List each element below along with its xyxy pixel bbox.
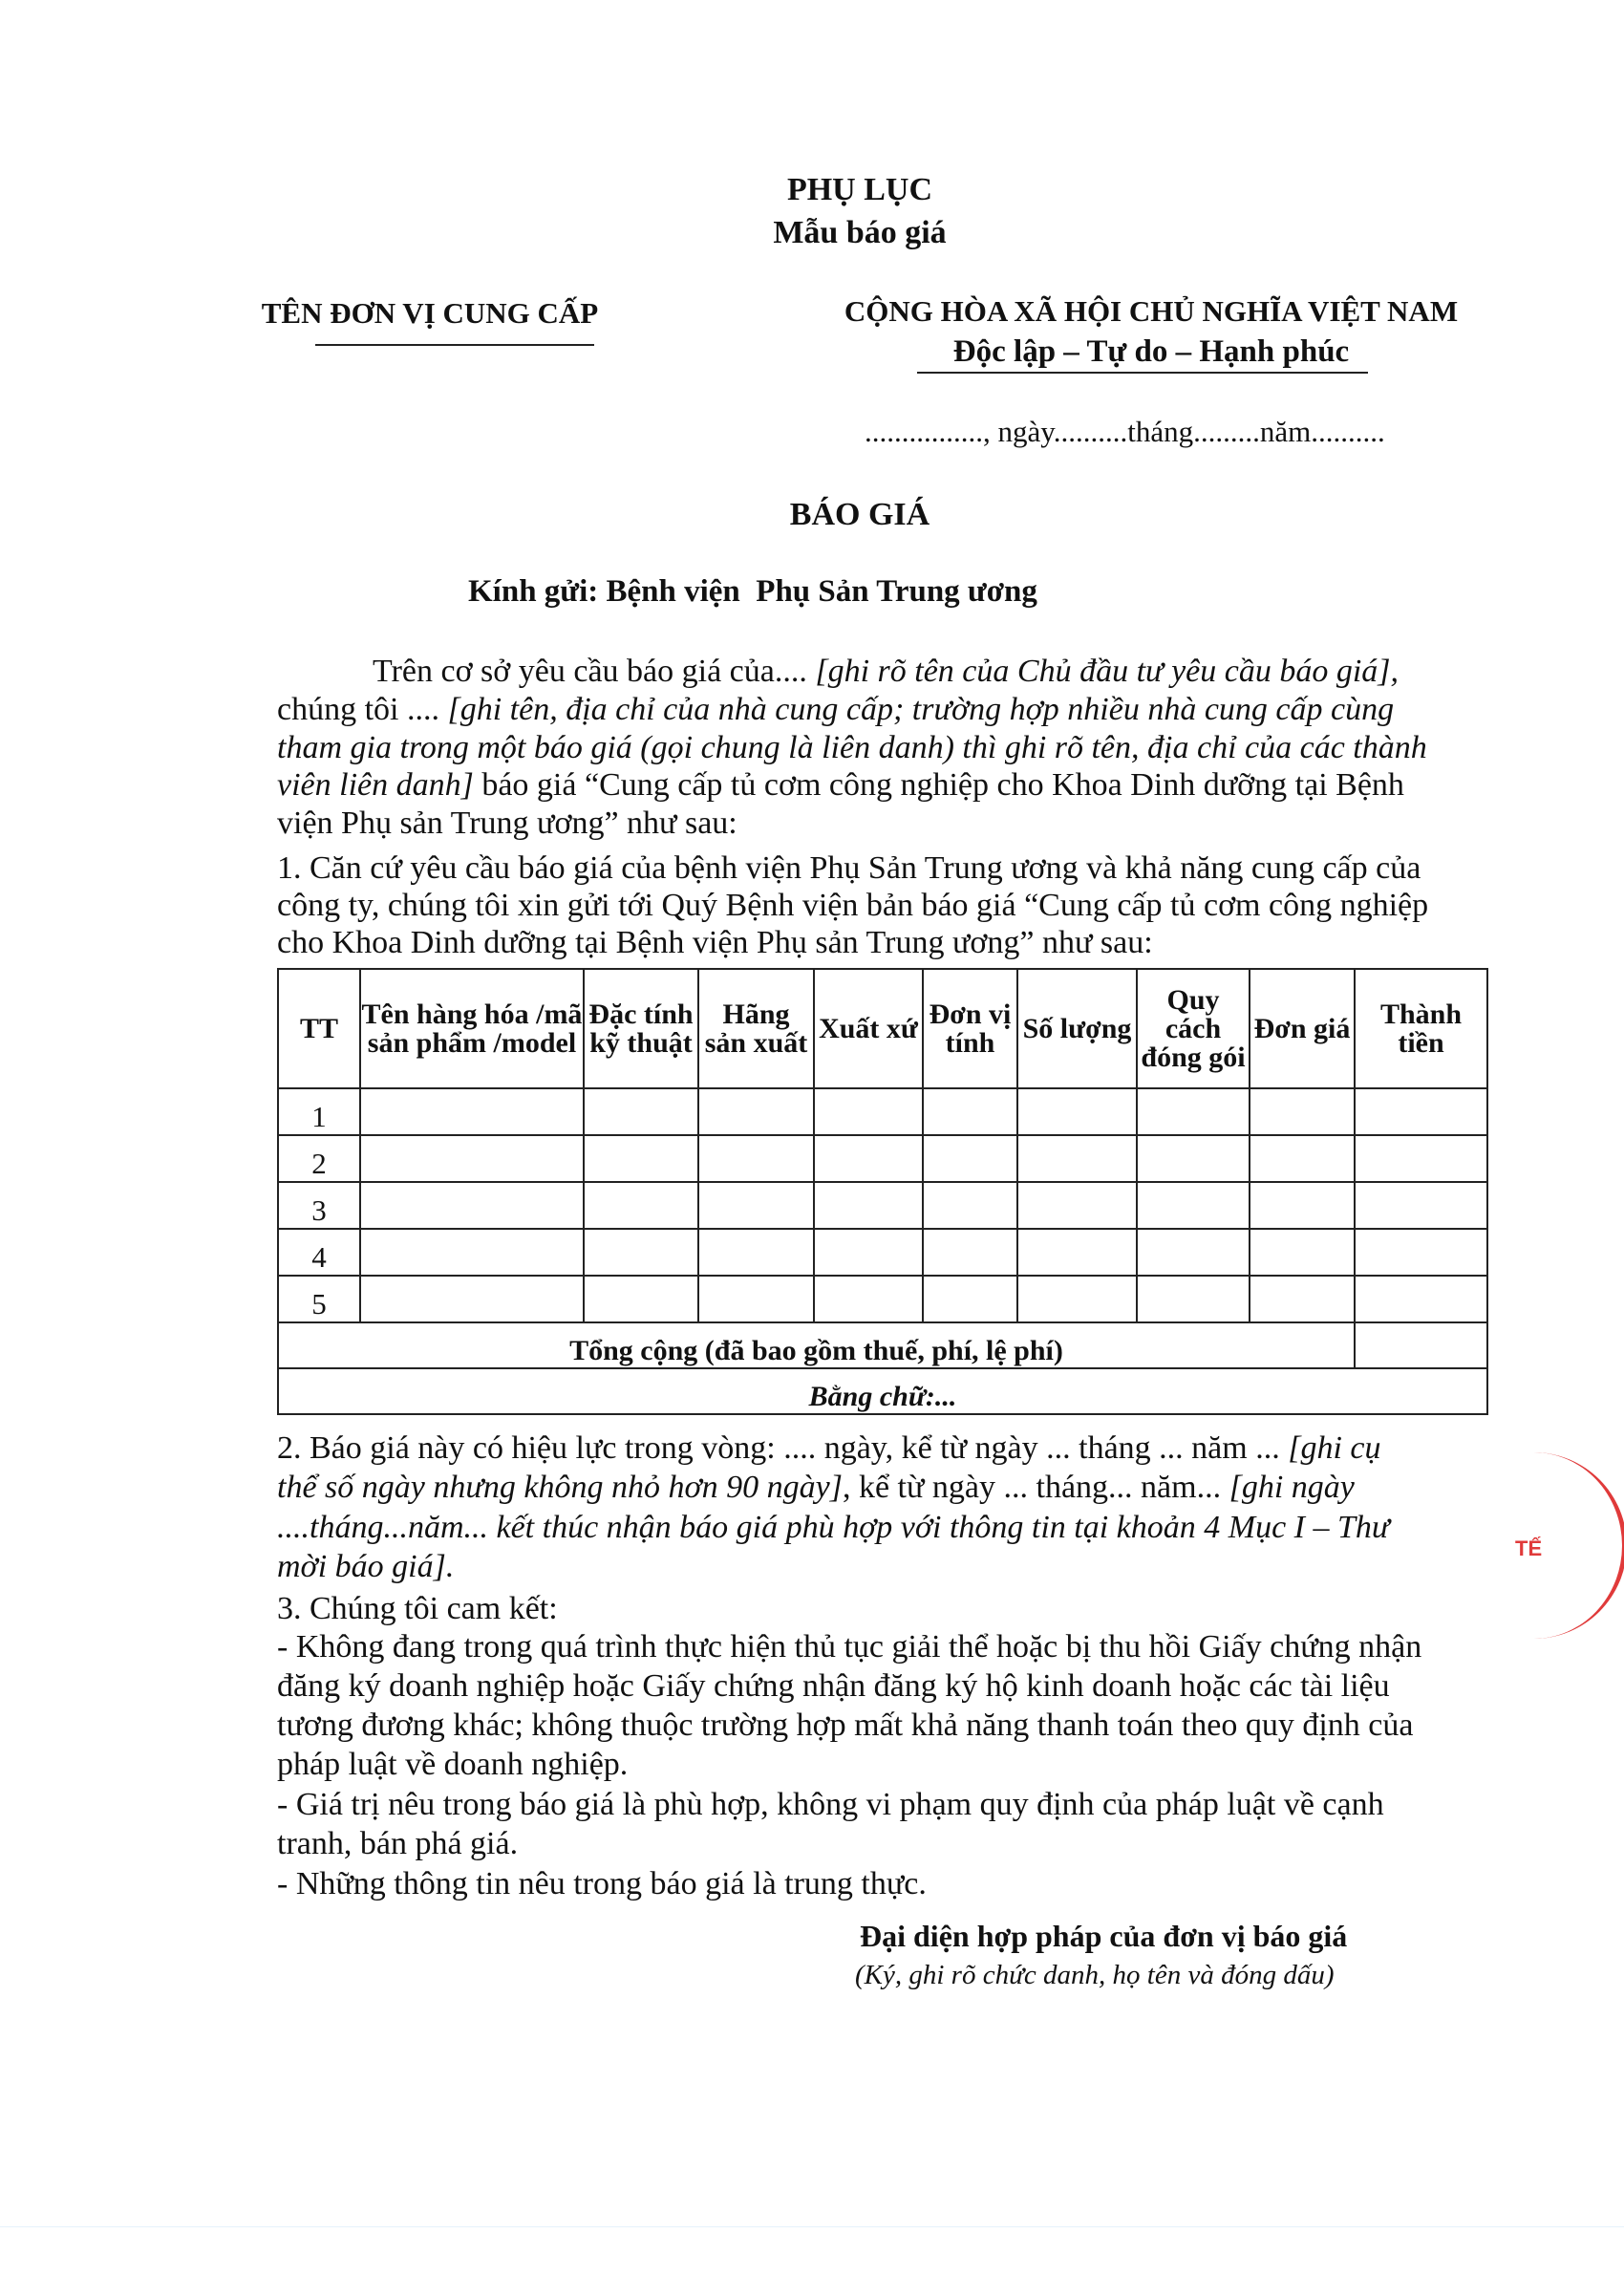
intro-note: viên liên danh] (277, 767, 474, 803)
table-row (278, 1276, 1487, 1322)
total-label: Tổng cộng (đã bao gồm thuế, phí, lệ phí) (278, 1322, 1355, 1368)
table-cell (1250, 1229, 1355, 1276)
table-cell (923, 1135, 1017, 1182)
table-cell (1355, 1135, 1487, 1182)
table-cell (1355, 1088, 1487, 1135)
supplier-label (239, 296, 621, 331)
intro-line-3: tham gia trong một báo giá (gọi chung là liên danh) thì ghi rõ tên, địa chỉ của các thành (277, 730, 1427, 765)
recipient-line: Kính gửi: Bệnh viện Phụ Sản Trung ương (468, 574, 1037, 609)
table-cell (360, 1229, 584, 1276)
col-header-unit-price: Đơn giá (1250, 969, 1355, 1088)
supplier-label-text: TÊN ĐƠN VỊ CUNG CẤP (261, 296, 599, 330)
signature-note: (Ký, ghi rõ chức danh, họ tên và đóng dấu) (855, 1960, 1335, 1990)
motto-underline (917, 372, 1368, 374)
table-cell (360, 1135, 584, 1182)
table-cell (923, 1182, 1017, 1229)
table-cell (1250, 1182, 1355, 1229)
section2-line-2 (277, 1469, 1355, 1507)
commitment-1-line-1: - Không đang trong quá trình thực hiện thủ tục giải thể hoặc bị thu hồi Giấy chứng nhận (277, 1629, 1422, 1665)
table-cell (360, 1182, 584, 1229)
commitment-3-line-1: - Những thông tin nêu trong báo giá là trung thực. (277, 1866, 927, 1901)
commitment-1-line-3: tương đương khác; không thuộc trường hợp mất khả năng thanh toán theo quy định của (277, 1708, 1414, 1743)
col-header-origin: Xuất xứ (814, 969, 923, 1088)
col-header-tt: TT (278, 969, 360, 1088)
intro-text: Trên cơ sở yêu cầu báo giá của.... (373, 654, 816, 689)
col-header-manufacturer: Hãng sản xuất (698, 969, 814, 1088)
section1-line-3: cho Khoa Dinh dưỡng tại Bệnh viện Phụ sản Trung ương” như sau: (277, 925, 1153, 960)
table-cell (1137, 1135, 1250, 1182)
table-cell (584, 1229, 698, 1276)
intro-text: chúng tôi .... (277, 692, 448, 727)
table-cell (584, 1276, 698, 1322)
table-cell (584, 1182, 698, 1229)
table-row (278, 1088, 1487, 1135)
table-row (278, 1182, 1487, 1229)
country-name: CỘNG HÒA XÃ HỘI CHỦ NGHĨA VIỆT NAM (844, 294, 1459, 328)
supplier-underline (315, 344, 594, 346)
table-cell (1250, 1135, 1355, 1182)
date-line: ................, ngày..........tháng.........năm.......... (865, 415, 1385, 448)
table-cell (1017, 1182, 1137, 1229)
table-cell (360, 1088, 584, 1135)
table-cell (923, 1276, 1017, 1322)
table-cell (1250, 1276, 1355, 1322)
table-cell (1017, 1135, 1137, 1182)
table-cell (814, 1229, 923, 1276)
table-cell (698, 1276, 814, 1322)
table-cell (814, 1276, 923, 1322)
table-cell (584, 1088, 698, 1135)
table-cell (1250, 1088, 1355, 1135)
commitment-1-line-4: pháp luật về doanh nghiệp. (277, 1747, 629, 1782)
col-header-specs: Đặc tính kỹ thuật (584, 969, 698, 1088)
intro-note: [ghi tên, địa chỉ của nhà cung cấp; trường hợp nhiều nhà cung cấp cùng (447, 692, 1395, 727)
table-cell (698, 1135, 814, 1182)
total-row (278, 1322, 1487, 1368)
table-cell (814, 1088, 923, 1135)
table-cell (923, 1229, 1017, 1276)
commitment-2-line-2: tranh, bán phá giá. (277, 1826, 519, 1861)
table-cell (1355, 1182, 1487, 1229)
document-title: BÁO GIÁ (789, 497, 930, 532)
section3-title: 3. Chúng tôi cam kết: (277, 1591, 558, 1626)
section2-text: 2. Báo giá này có hiệu lực trong vòng: .... ngày, kể từ ngày ... tháng ... năm ... (277, 1430, 1289, 1466)
col-header-product: Tên hàng hóa /mã sản phẩm /model (360, 969, 584, 1088)
table-row (278, 1229, 1487, 1276)
table-cell (814, 1182, 923, 1229)
row-number: 3 (278, 1182, 360, 1229)
row-number: 1 (278, 1088, 360, 1135)
section2-note: [ghi ngày (1229, 1470, 1355, 1505)
table-cell (698, 1182, 814, 1229)
table-cell (1017, 1088, 1137, 1135)
section2-line-4: mời báo giá]. (277, 1549, 455, 1584)
appendix-title: PHỤ LỤC (786, 172, 933, 207)
col-header-packaging: Quy cách đóng gói (1137, 969, 1250, 1088)
table-cell (1137, 1276, 1250, 1322)
table-cell (698, 1229, 814, 1276)
table-cell (1137, 1088, 1250, 1135)
section1-line-2: công ty, chúng tôi xin gửi tới Quý Bệnh viện bản báo giá “Cung cấp tủ cơm công nghiệp (277, 888, 1429, 923)
table-cell (1017, 1229, 1137, 1276)
quote-table (277, 968, 1488, 1415)
intro-line-4 (277, 766, 1404, 805)
row-number: 5 (278, 1276, 360, 1322)
table-cell (1137, 1229, 1250, 1276)
table-cell (1137, 1182, 1250, 1229)
commitment-2-line-1: - Giá trị nêu trong báo giá là phù hợp, không vi phạm quy định của pháp luật về cạnh (277, 1787, 1384, 1822)
table-cell (1355, 1229, 1487, 1276)
col-header-amount: Thành tiền (1355, 969, 1487, 1088)
intro-text: báo giá “Cung cấp tủ cơm công nghiệp cho Khoa Dinh dưỡng tại Bệnh (473, 767, 1404, 803)
table-cell (584, 1135, 698, 1182)
row-number: 4 (278, 1229, 360, 1276)
section2-line-3: ....tháng...năm... kết thúc nhận báo giá phù hợp với thông tin tại khoản 4 Mục I – Thư (277, 1510, 1390, 1545)
table-cell (1017, 1276, 1137, 1322)
table-cell (698, 1088, 814, 1135)
intro-note: [ghi rõ tên của Chủ đầu tư yêu cầu báo giá], (815, 654, 1400, 689)
appendix-subtitle: Mẫu báo giá (773, 215, 947, 250)
commitment-1-line-2: đăng ký doanh nghiệp hoặc Giấy chứng nhận đăng ký hộ kinh doanh hoặc các tài liệu (277, 1668, 1390, 1704)
red-stamp-text: TẾ (1515, 1536, 1543, 1560)
intro-line-1 (373, 653, 1399, 691)
amount-in-words-row (278, 1368, 1487, 1414)
section2-note: thể số ngày nhưng không nhỏ hơn 90 ngày] (277, 1470, 843, 1505)
table-row (278, 1135, 1487, 1182)
table-cell (1355, 1276, 1487, 1322)
national-motto: Độc lập – Tự do – Hạnh phúc (952, 334, 1350, 369)
scan-edge-line (0, 2226, 1624, 2227)
section1-line-1: 1. Căn cứ yêu cầu báo giá của bệnh viện Phụ Sản Trung ương và khả năng cung cấp của (277, 850, 1421, 886)
amount-in-words-label: Bằng chữ:... (278, 1368, 1487, 1414)
section2-text: , kể từ ngày ... tháng... năm... (842, 1470, 1229, 1505)
col-header-unit: Đơn vị tính (923, 969, 1017, 1088)
table-cell (360, 1276, 584, 1322)
table-header-row (278, 969, 1487, 1088)
section2-line-1 (277, 1429, 1381, 1468)
row-number: 2 (278, 1135, 360, 1182)
col-header-quantity: Số lượng (1017, 969, 1137, 1088)
intro-line-5: viện Phụ sản Trung ương” như sau: (277, 806, 737, 841)
total-amount-cell (1355, 1322, 1487, 1368)
table-cell (923, 1088, 1017, 1135)
signature-title: Đại diện hợp pháp của đơn vị báo giá (860, 1919, 1348, 1953)
intro-line-2 (277, 691, 1394, 729)
section2-note: [ghi cụ (1288, 1430, 1381, 1466)
table-cell (814, 1135, 923, 1182)
